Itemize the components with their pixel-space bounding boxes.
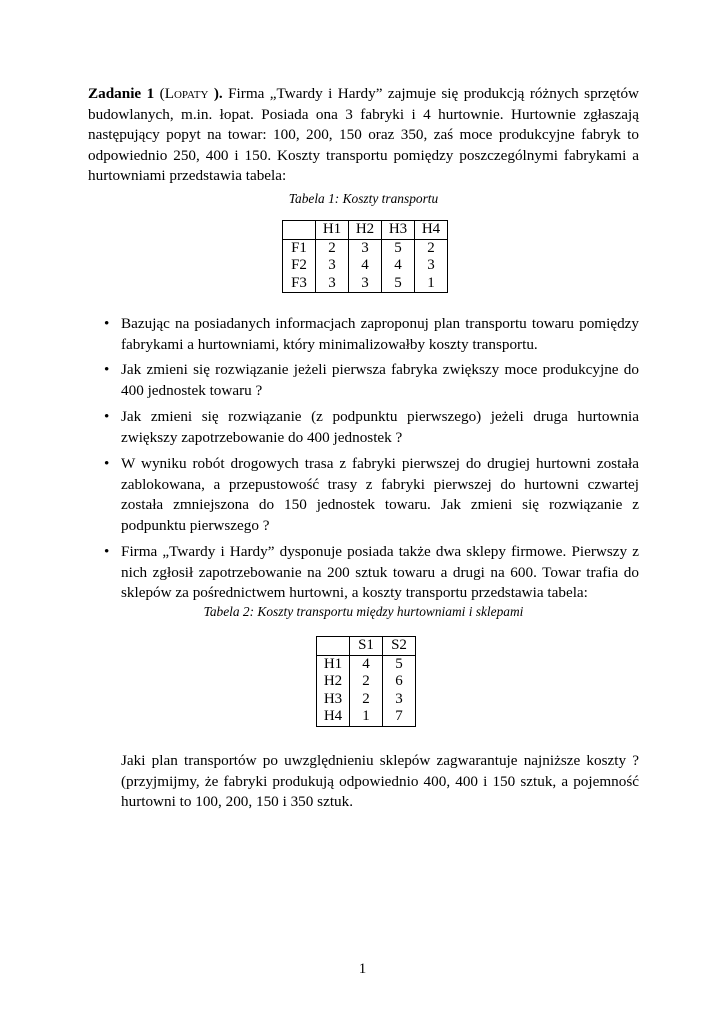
table-cell: 6 (383, 673, 416, 691)
table-cell: 2 (415, 239, 448, 257)
table-cell: 5 (382, 275, 415, 293)
table-corner-cell (317, 637, 350, 656)
task-name: Lopaty (164, 85, 209, 102)
table-header-row (283, 221, 448, 240)
table-cell: 5 (383, 655, 416, 673)
table-cell: 4 (382, 257, 415, 275)
table-cell: 3 (349, 275, 382, 293)
table-cell: 1 (350, 708, 383, 726)
list-item: • Firma „Twardy i Hardy” dysponuje posiada także dwa sklepy firmowe. Pierwszy z nich zgłosił zapotrzebowanie na 200 sztuk towaru a drugi na 600. Towar trafia do sklepów za pośrednictwem hurtowni, a koszty transportu przedstawia tabela: (104, 542, 639, 604)
task-intro-text: Firma „Twardy i Hardy” zajmuje się produkcją różnych sprzętów budowlanych, m.in. łopat. Posiada ona 3 fabryki i 4 hurtownie. Hurtownie zgłaszają następujący popyt na towar: 100, 200, 150 oraz 350, zaś moce produkcyjne fabryk to odpowiednio 250, 400 i 150. Koszty transportu pomiędzy poszczególnymi fabrykami a hurtowniami przedstawia tabela: (88, 85, 640, 185)
row-label-cell: H3 (317, 691, 350, 709)
row-label-cell: F3 (283, 275, 316, 293)
table-cell: 4 (349, 257, 382, 275)
table-row (317, 673, 416, 691)
table-row (283, 257, 448, 275)
table-header-cell: H4 (415, 221, 448, 240)
task-name-close: ). (208, 85, 223, 102)
table-header-cell: H1 (316, 221, 349, 240)
table-row (317, 655, 416, 673)
table-cell: 5 (382, 239, 415, 257)
row-label-cell: F1 (283, 239, 316, 257)
task-name-open: ( (154, 85, 165, 102)
list-item: • Jak zmieni się rozwiązanie jeżeli pierwsza fabryka zwiększy moce produkcyjne do 400 jednostek towaru ? (104, 360, 639, 401)
table-cell: 2 (316, 239, 349, 257)
table2-caption: Tabela 2: Koszty transportu między hurtowniami i sklepami (203, 604, 524, 619)
list-item: • W wyniku robót drogowych trasa z fabryki pierwszej do drugiej hurtowni została zablokowana, a przepustowość trasy z fabryki pierwszej do hurtowni czwartej została zmniejszona do 150 jednostek towaru. Jak zmieni się rozwiązanie z podpunktu pierwszego ? (104, 454, 639, 536)
table-cell: 3 (316, 257, 349, 275)
task-heading: Zadanie 1 (88, 85, 155, 102)
row-label-cell: H1 (317, 655, 350, 673)
table-row (283, 239, 448, 257)
table-cell: 3 (383, 691, 416, 709)
table-header-row (317, 637, 416, 656)
table-corner-cell (283, 221, 316, 240)
table-row (317, 708, 416, 726)
task-intro-paragraph (88, 84, 639, 187)
table-row (283, 275, 448, 293)
table-header-cell: H2 (349, 221, 382, 240)
closing-question: Jaki plan transportów po uwzględnieniu sklepów zagwarantuje najniższe koszty ? (przyjmijmy, że fabryki produkują odpowiednio 400, 400 i 150 sztuk, a pojemność hurtowni to 100, 200, 150 i 350 sztuk. (121, 752, 639, 811)
row-label-cell: F2 (283, 257, 316, 275)
table-header-cell: S1 (350, 637, 383, 656)
list-item: • Bazując na posiadanych informacjach zaproponuj plan transportu towaru pomiędzy fabrykami a hurtowniami, który minimalizowałby koszty transportu. (104, 314, 639, 355)
table-row (317, 691, 416, 709)
table-cell: 7 (383, 708, 416, 726)
table-cell: 3 (316, 275, 349, 293)
table-header-cell: S2 (383, 637, 416, 656)
table-header-cell: H3 (382, 221, 415, 240)
transport-cost-table (282, 220, 448, 293)
shop-transport-cost-table (316, 636, 416, 727)
row-label-cell: H2 (317, 673, 350, 691)
table1-caption: Tabela 1: Koszty transportu (288, 191, 439, 206)
page-number: 1 (358, 961, 367, 977)
table-cell: 2 (350, 691, 383, 709)
row-label-cell: H4 (317, 708, 350, 726)
list-item: • Jak zmieni się rozwiązanie (z podpunktu pierwszego) jeżeli druga hurtownia zwiększy zapotrzebowanie do 400 jednostek ? (104, 407, 639, 448)
table-cell: 3 (415, 257, 448, 275)
table-cell: 1 (415, 275, 448, 293)
table-cell: 3 (349, 239, 382, 257)
table-cell: 4 (350, 655, 383, 673)
table-cell: 2 (350, 673, 383, 691)
